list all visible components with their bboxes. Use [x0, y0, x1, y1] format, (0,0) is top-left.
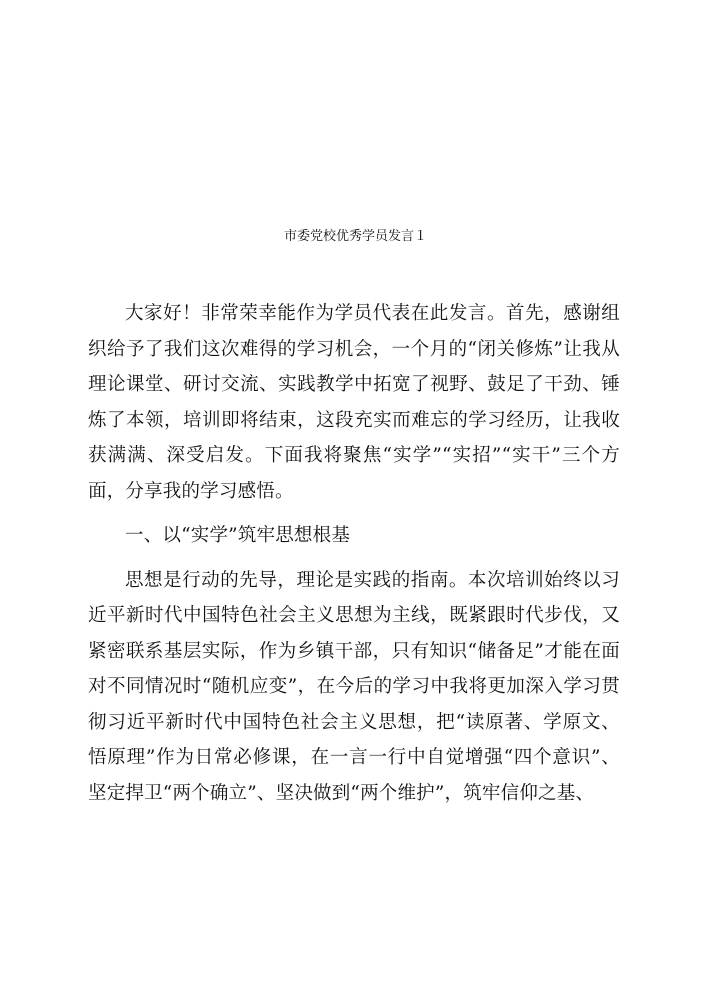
document-title: 市委党校优秀学员发言１ [283, 229, 427, 244]
paragraph-section-1: 思想是行动的先导，理论是实践的指南。本次培训始终以习近平新时代中国特色社会主义思想为主线，既紧跟时代步伐，又紧密联系基层实际，作为乡镇干部，只有知识“储备足”才能在面对不同情况时“随机应变”，在今后的学习中我将更加深入学习贯彻习近平新时代中国特色社会主义思想，把“读原著、学原文、悟原理”作为日常必修课，在一言一行中自觉增强“四个意识”、坚定捍卫“两个确立”、坚决做到“两个维护”，筑牢信仰之基、 [88, 569, 620, 804]
document-body [88, 296, 620, 811]
paragraph-gap [88, 509, 620, 518]
paragraph-intro: 大家好！非常荣幸能作为学员代表在此发言。首先，感谢组织给予了我们这次难得的学习机会，一个月的“闭关修炼”让我从理论课堂、研讨交流、实践教学中拓宽了视野、鼓足了干劲、锤炼了本领，培训即将结束，这段充实而难忘的学习经历，让我收获满满、深受启发。下面我将聚焦“实学”“实招”“实干”三个方面，分享我的学习感悟。 [88, 303, 620, 502]
paragraph-gap [88, 554, 620, 563]
section-heading-1: 一、以“实学”筑牢思想根基 [125, 525, 351, 546]
